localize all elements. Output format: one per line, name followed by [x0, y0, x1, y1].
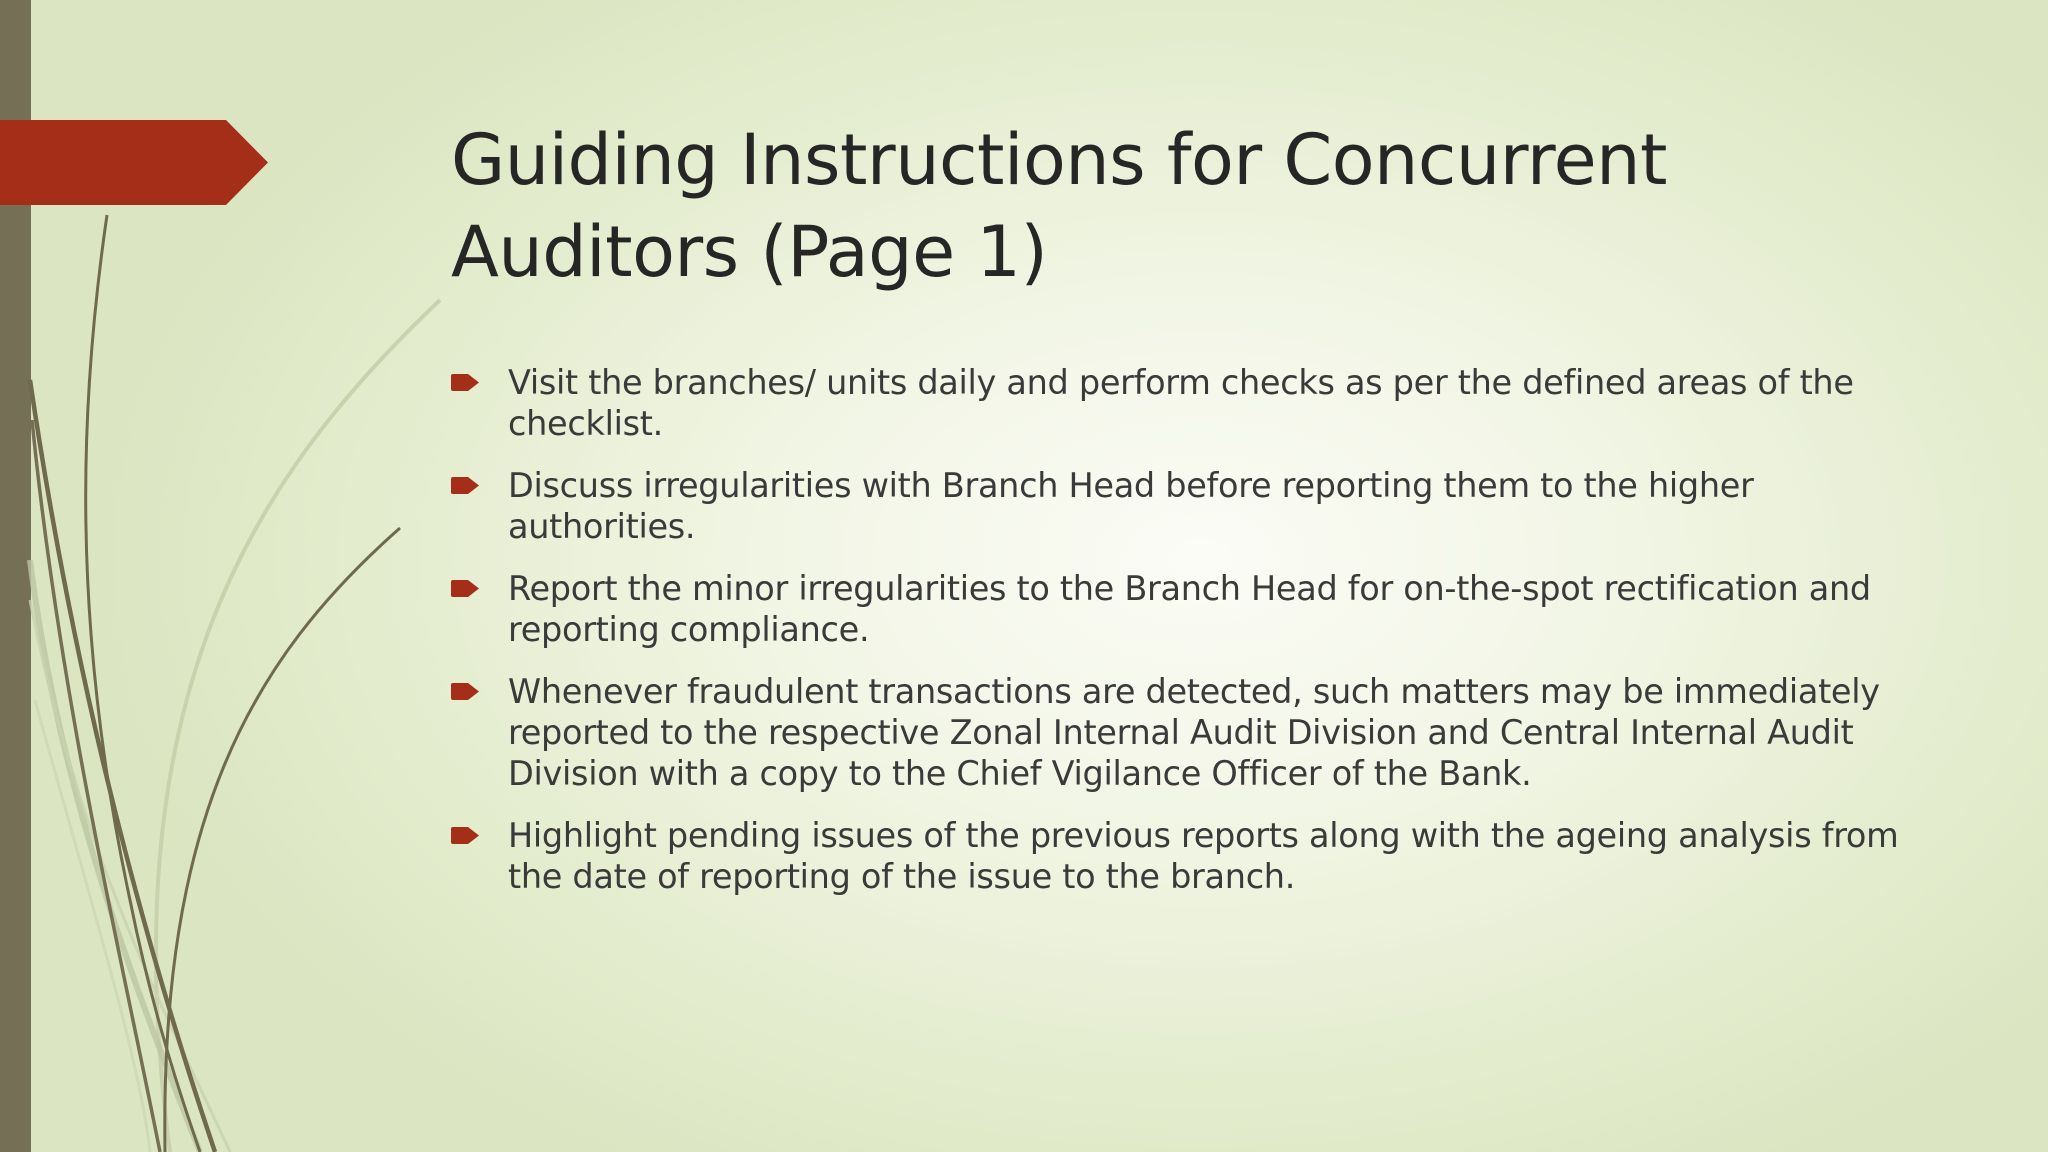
bullet-list — [451, 362, 1921, 918]
right-arrow-bullet-icon — [451, 580, 479, 597]
bullet-item — [451, 568, 1921, 650]
slide-title: Guiding Instructions for Concurrent Auditors (Page 1) — [451, 119, 1667, 293]
bullet-item — [451, 362, 1921, 444]
right-arrow-bullet-icon — [451, 827, 479, 844]
bullet-text: Highlight pending issues of the previous reports along with the ageing analysis from the date of reporting of the issue to the branch. — [508, 816, 1899, 896]
bullet-item — [451, 671, 1921, 794]
bullet-text: Discuss irregularities with Branch Head before reporting them to the higher authorities. — [508, 466, 1754, 546]
bullet-text: Visit the branches/ units daily and perform checks as per the defined areas of the checklist. — [508, 363, 1854, 443]
bullet-text: Report the minor irregularities to the Branch Head for on-the-spot rectification and reporting compliance. — [508, 569, 1871, 649]
bullet-item — [451, 465, 1921, 547]
right-arrow-bullet-icon — [451, 374, 479, 391]
right-arrow-bullet-icon — [451, 683, 479, 700]
title-accent-arrow — [0, 120, 268, 205]
bullet-text: Whenever fraudulent transactions are detected, such matters may be immediately reported to the respective Zonal Internal Audit Division and Central Internal Audit Division with a copy to the Chief Vigilance Officer of the Bank. — [508, 672, 1880, 793]
right-arrow-bullet-icon — [451, 477, 479, 494]
bullet-item — [451, 815, 1921, 897]
